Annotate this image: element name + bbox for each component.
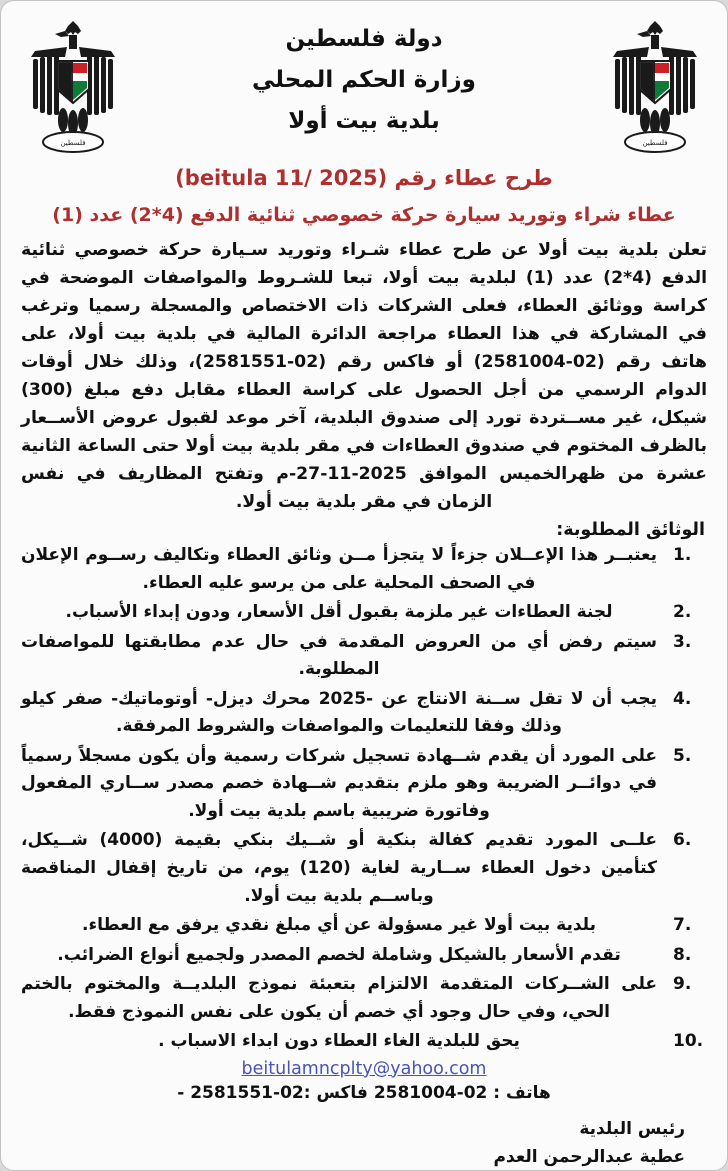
svg-text:فلسطين: فلسطين	[642, 139, 668, 147]
list-item-number: 9.	[673, 974, 692, 995]
required-documents-heading: الوثائق المطلوبة:	[556, 520, 705, 541]
list-item-text: تقدم الأسعار بالشيكل وشاملة لخصم المصدر ولجميع أنواع الضرائب.	[57, 944, 621, 965]
list-item-number: 2.	[673, 602, 692, 623]
tender-subject-heading: عطاء شراء وتوريد سيارة حركة خصوصي ثنائية الدفع (4*2) عدد (1)	[52, 204, 676, 226]
signature-block	[17, 1115, 711, 1171]
header-title-block	[137, 19, 591, 142]
signatory-name: عطية عبدالرحمن العدم	[493, 1146, 685, 1167]
requirements-list	[17, 542, 711, 1056]
palestine-coat-of-arms-icon-left	[25, 17, 121, 157]
email-link[interactable]: beitulamncplty@yahoo.com	[241, 1058, 487, 1079]
list-item-number: 3.	[673, 631, 692, 652]
list-item	[17, 629, 711, 684]
palestine-coat-of-arms-icon-right	[607, 17, 703, 157]
list-item	[17, 686, 711, 741]
list-item-number: 1.	[673, 545, 692, 566]
list-item-text: يحق للبلدية الغاء العطاء دون ابداء الاسباب .	[158, 1031, 520, 1052]
list-item-text: يجب أن لا تقل ســنة الانتاج عن -2025 محرك ديزل- أوتوماتيك- صفر كيلو وذلك وفقا للتعليمات والمواصفات والشروط المرفقة.	[21, 688, 657, 737]
list-item-text: على المورد أن يقدم شــهادة تسجيل شركات رسمية وأن يكون مسجلاً رسمياً في دوائــر الضريبة وهو ملزم بتقديم شــهادة خصم مصدر ســاري المفعول وفاتورة ضريبية باسم بلدية بيت أولا.	[21, 745, 657, 821]
list-item-text: بلدية بيت أولا غير مسؤولة عن أي مبلغ نقدي يرفق مع العطاء.	[82, 915, 596, 936]
list-item-number: 10.	[673, 1031, 704, 1052]
list-item-text: لجنة العطاءات غير ملزمة بقبول أقل الأسعار، ودون إبداء الأسباب.	[65, 602, 613, 623]
list-item	[17, 912, 711, 940]
document-header	[17, 13, 711, 159]
tender-number-heading: طرح عطاء رقم (beitula 11/ 2025)	[175, 166, 553, 190]
list-item-number: 8.	[673, 944, 692, 965]
list-item	[17, 942, 711, 970]
list-item	[17, 971, 711, 1026]
list-item-number: 4.	[673, 688, 692, 709]
list-item-number: 7.	[673, 915, 692, 936]
list-item-number: 5.	[673, 745, 692, 766]
list-item	[17, 599, 711, 627]
svg-text:فلسطين: فلسطين	[60, 139, 86, 147]
municipality-name: بلدية بيت أولا	[288, 107, 440, 134]
email-line	[17, 1059, 711, 1079]
announcement-paragraph: تعلن بلدية بيت أولا عن طرح عطاء شـراء وتوريد سـيارة حركة خصوصي ثنائية الدفع (4*2) عدد (1) لبلدية بيت أولا، تبعا للشـروط والمواصفات الموضحة في كراسة ووثائق العطاء، فعلى الشركات ذات الاختصاص والمسجلة رسميا وترغب في المشاركة في هذا العطاء مراجعة الدائرة المالية في بلدية بيت أولا، على هاتف رقم (02-2581004) أو فاكس رقم (02-2581551)، وذلك خلال أوقات الدوام الرسمي من أجل الحصول على كراسة العطاء مقابل دفع مبلغ (300) شيكل، غير مســتردة تورد إلى صندوق البلدية، آخر موعد لقبول عروض الأســعار بالظرف المختوم في صندوق العطاءات في مقر بلدية بيت أولا حتى الساعة الثانية عشرة من ظهرالخميس الموافق 2025-11-27-م وتفتح المظاريف في نفس الزمان في مقر بلدية بيت أولا.	[21, 240, 708, 513]
list-item	[17, 1028, 711, 1056]
list-item-text: علــى المورد تقديم كفالة بنكية أو شــيك بنكي بقيمة (4000) شــيكل، كتأمين دخول العطاء ســارية لغاية (120) يوم، من تاريخ إقفال المناقصة وباســم بلدية بيت أولا.	[21, 830, 658, 906]
list-item	[17, 743, 711, 826]
list-item-number: 6.	[673, 830, 692, 851]
list-item	[17, 827, 711, 910]
phone-fax-line: هاتف : 02-2581004 فاكس :02-2581551 -	[177, 1082, 551, 1103]
list-item-text: يعتبــر هذا الإعــلان جزءاً لا يتجزأ مــن وثائق العطاء وتكاليف رســوم الإعلان في الصحف المحلية على من يرسو عليه العطاء.	[21, 545, 657, 593]
signatory-title: رئيس البلدية	[579, 1118, 685, 1139]
state-name: دولة فلسطين	[285, 26, 443, 52]
list-item-text: سيتم رفض أي من العروض المقدمة في حال عدم مطابقتها للمواصفات المطلوبة.	[21, 631, 657, 680]
list-item-text: على الشــركات المتقدمة الالتزام بتعبئة نموذج البلديــة والمختوم بالختم الحي، وفي حال وجود أي خصم أن يكون على نفس النموذج فقط.	[21, 974, 657, 1022]
ministry-name: وزارة الحكم المحلي	[252, 66, 476, 93]
list-item	[17, 542, 711, 597]
